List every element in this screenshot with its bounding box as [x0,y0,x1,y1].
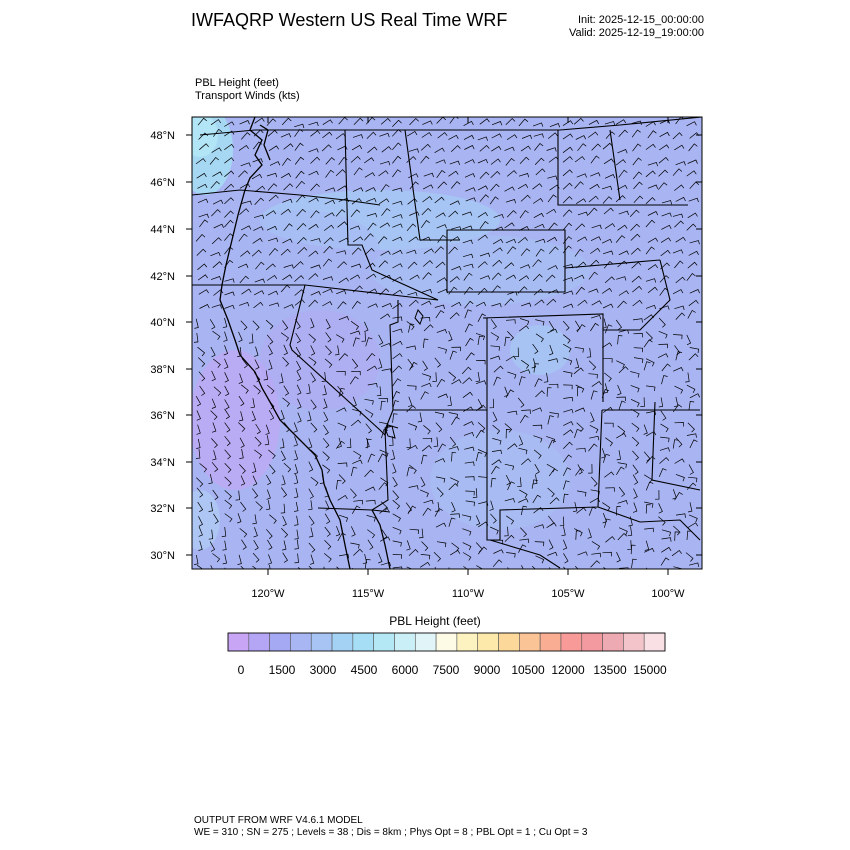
field-label-pbl: PBL Height (feet) [195,77,279,89]
lat-label: 40°N [150,317,175,329]
colorbar [228,633,667,677]
lat-label: 38°N [150,364,175,376]
colorbar-swatch [582,633,603,651]
pbl-shade [260,310,380,410]
colorbar-swatch [457,633,478,651]
colorbar-swatch [249,633,270,651]
lat-label: 44°N [150,224,175,236]
lat-label: 48°N [150,130,175,142]
lon-label: 105°W [551,588,585,600]
pbl-shade [510,325,570,375]
colorbar-label: 1500 [268,663,296,677]
colorbar-swatch [644,633,665,651]
lon-label: 115°W [351,588,385,600]
wind-barb [281,569,288,578]
colorbar-swatch [353,633,374,651]
lon-label: 120°W [251,588,285,600]
colorbar-label: 7500 [432,663,460,677]
lat-label: 30°N [150,550,175,562]
lat-label: 34°N [150,457,175,469]
init-time: Init: 2025-12-15_00:00:00 [578,14,704,26]
colorbar-swatch [374,633,395,651]
colorbar-title: PBL Height (feet) [389,614,481,628]
footer-model: OUTPUT FROM WRF V4.6.1 MODEL [194,815,363,826]
colorbar-label: 0 [237,663,245,677]
field-label-winds: Transport Winds (kts) [195,90,300,102]
colorbar-label: 3000 [309,663,337,677]
lat-label: 46°N [150,177,175,189]
colorbar-swatch [394,633,415,651]
colorbar-label: 13500 [593,663,627,677]
colorbar-swatch [540,633,561,651]
colorbar-label: 4500 [350,663,378,677]
map-plot-area [177,105,702,578]
colorbar-label: 6000 [391,663,419,677]
colorbar-swatch [270,633,291,651]
colorbar-swatch [499,633,520,651]
lat-label: 36°N [150,410,175,422]
colorbar-label: 12000 [551,663,585,677]
wind-barb [350,568,354,578]
colorbar-swatch [415,633,436,651]
footer-config: WE = 310 ; SN = 275 ; Levels = 38 ; Dis = 8km ; Phys Opt = 8 ; PBL Opt = 1 ; Cu Opt = 3 [194,827,588,838]
lat-label: 32°N [150,503,175,515]
colorbar-swatch [603,633,624,651]
pbl-shade [370,235,590,305]
chart-title: IWFAQRP Western US Real Time WRF [191,10,508,30]
lon-label: 100°W [651,588,685,600]
colorbar-swatch [311,633,332,651]
valid-time: Valid: 2025-12-19_19:00:00 [569,27,704,39]
colorbar-swatch [228,633,249,651]
lon-label: 110°W [451,588,485,600]
colorbar-swatch [436,633,457,651]
colorbar-swatch [623,633,644,651]
colorbar-swatch [332,633,353,651]
colorbar-swatch [290,633,311,651]
colorbar-label: 10500 [511,663,545,677]
colorbar-swatch [478,633,499,651]
colorbar-swatch [519,633,540,651]
colorbar-swatch [561,633,582,651]
lat-label: 42°N [150,271,175,283]
colorbar-label: 15000 [633,663,667,677]
colorbar-label: 9000 [473,663,501,677]
